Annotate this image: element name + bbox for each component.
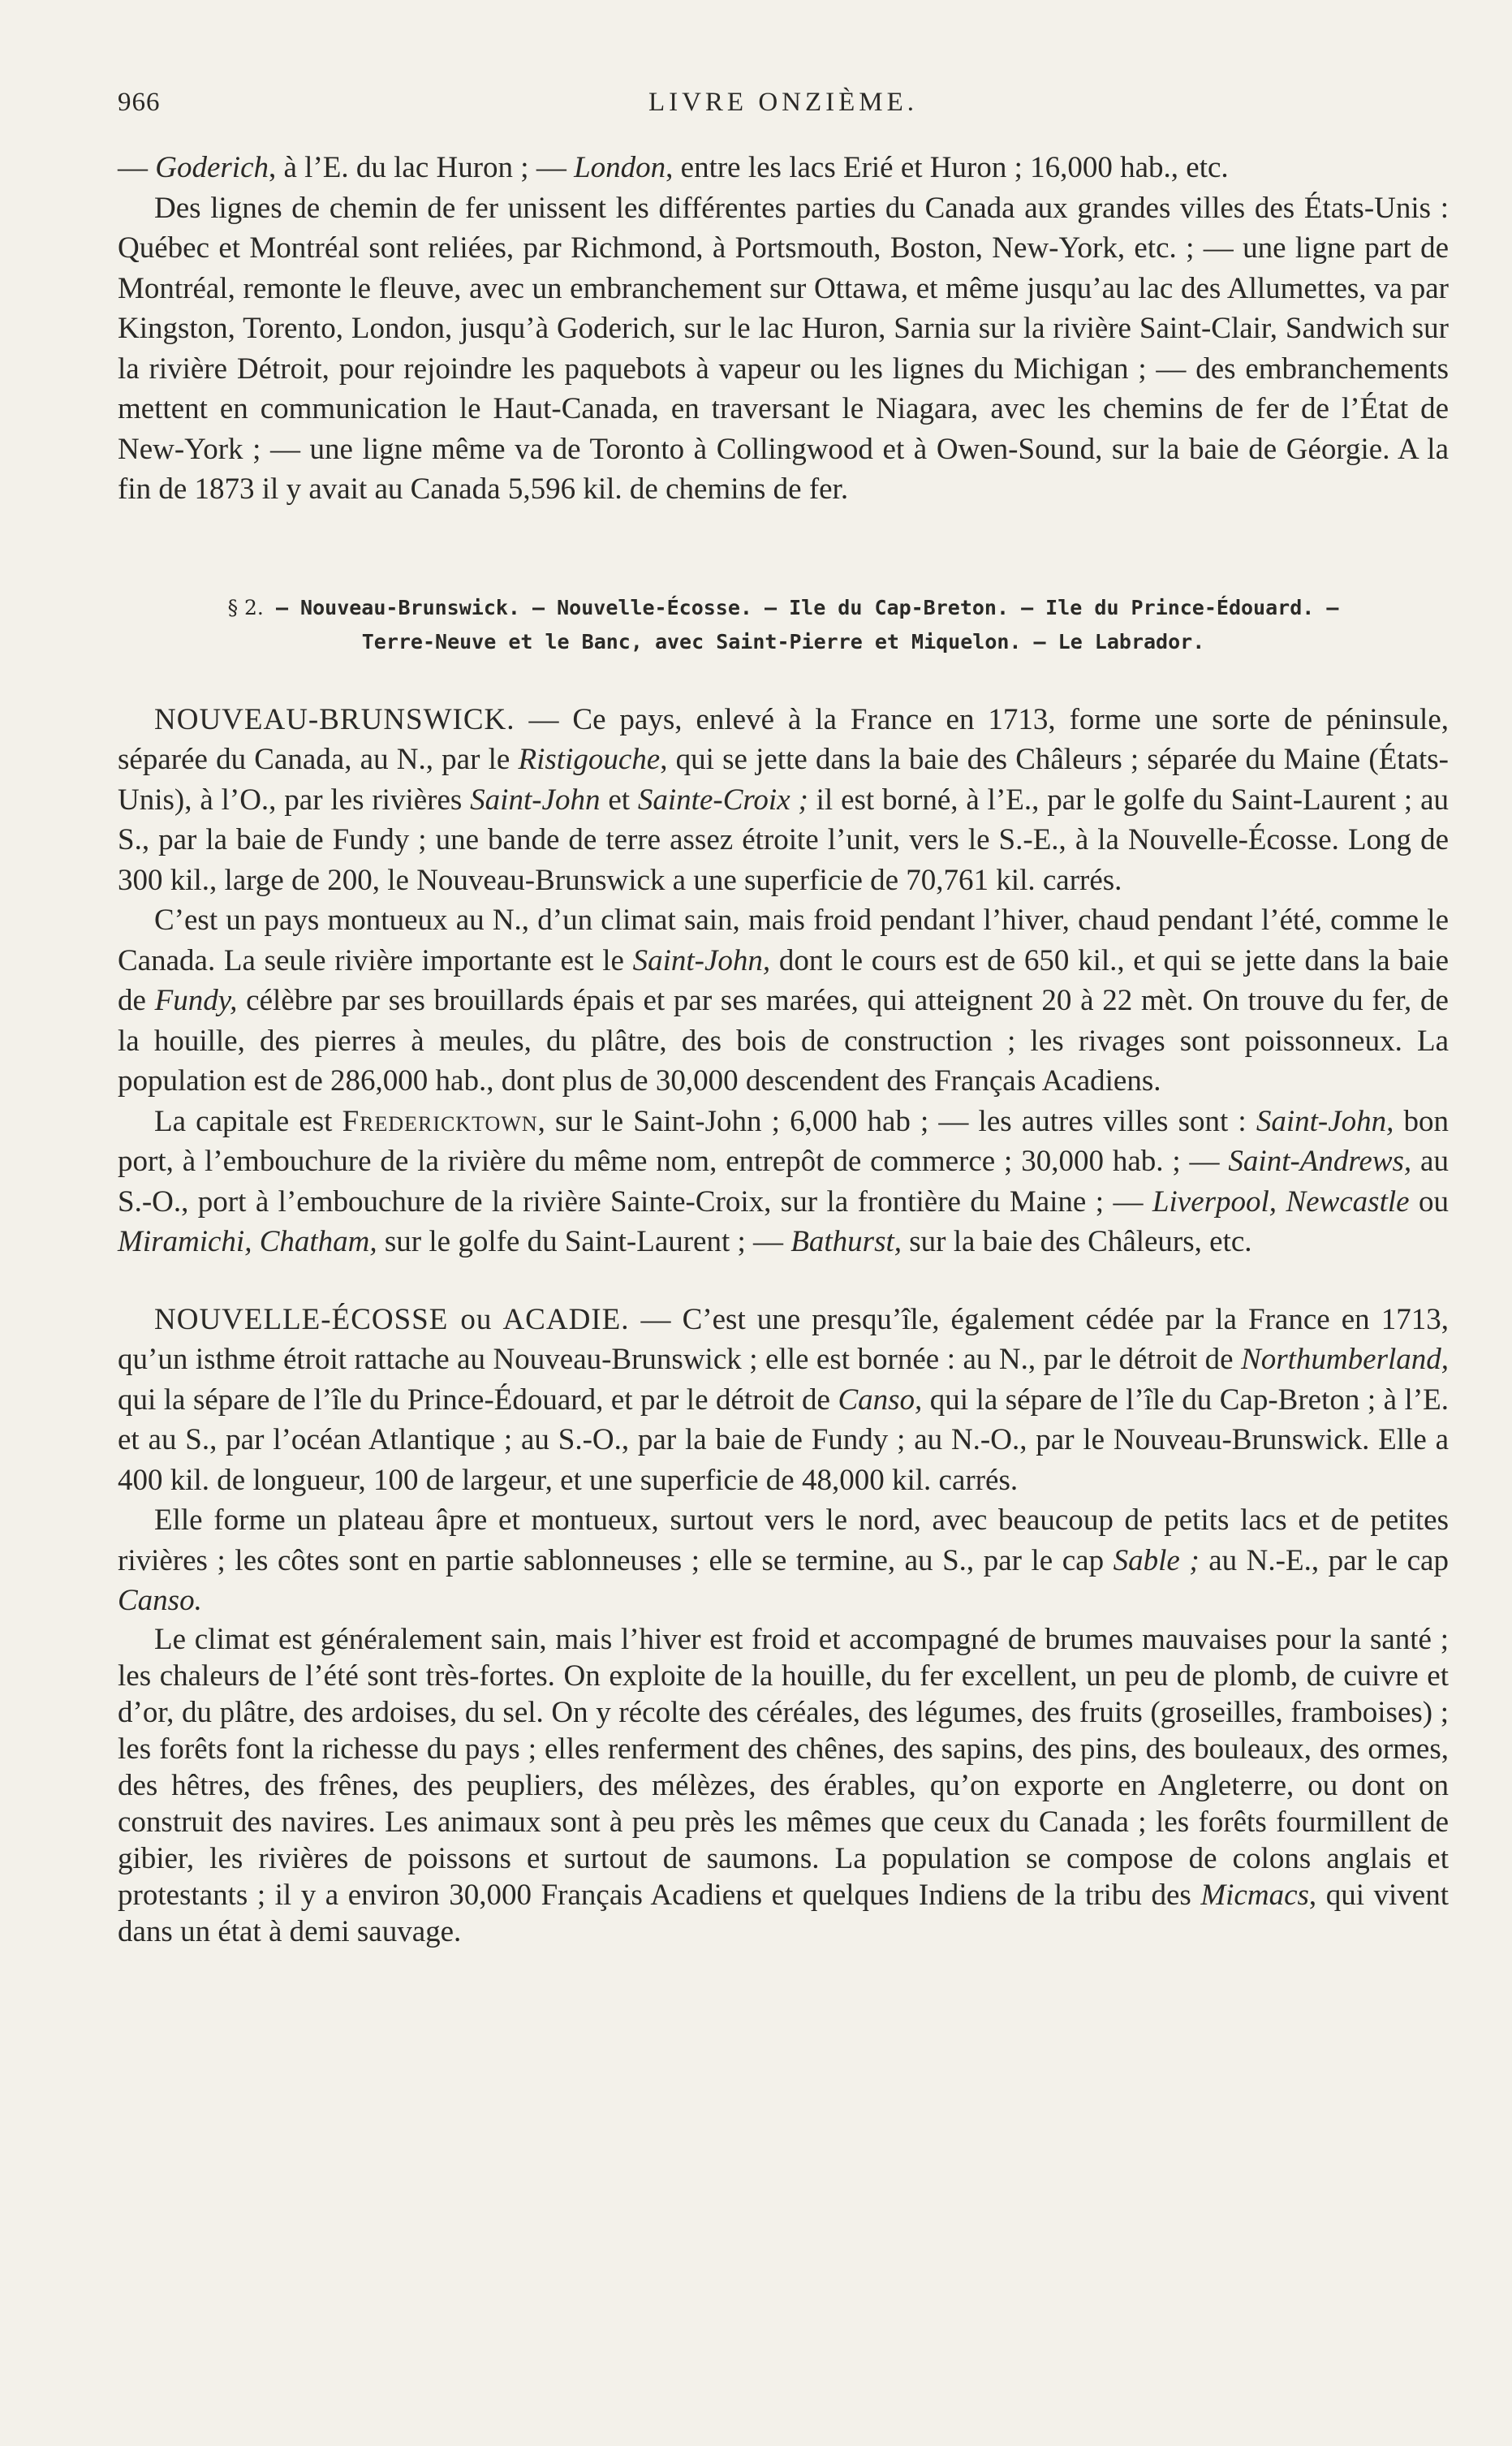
- place-name: Saint-John,: [632, 943, 771, 977]
- text-run: , sur le Saint-John ; 6,000 hab ; — les autres villes sont :: [537, 1104, 1256, 1138]
- topic-heading: NOUVELLE-ÉCOSSE ou ACADIE.: [154, 1302, 630, 1336]
- page-number: 966: [118, 88, 161, 117]
- text-run: sur le golfe du Saint-Laurent ; —: [377, 1225, 791, 1258]
- capital-name: Fredericktown: [342, 1104, 538, 1138]
- nb-paragraph-2: [118, 900, 1449, 1102]
- place-name: Liverpool, Newcastle: [1152, 1184, 1410, 1219]
- intro-continuation: [118, 148, 1449, 188]
- nb-paragraph-1: [118, 700, 1449, 901]
- text-run: C’est un pays montueux au N., d’un climat sain, mais froid pendant l’hiver, chaud pendant l’été, comme le Canada. La seule rivière importante est le: [118, 904, 1449, 977]
- tribe-name: Micmacs: [1200, 1878, 1309, 1912]
- place-name: Ristigouche: [518, 743, 661, 776]
- place-name: London: [574, 151, 666, 184]
- text-run: Elle forme un plateau âpre et montueux, surtout vers le nord, avec beaucoup de petits lacs et de petites rivières ; les côtes sont en partie sablonneuses ; elle se termine, au S., par le cap: [118, 1503, 1449, 1577]
- text-run: ou: [1409, 1184, 1450, 1219]
- place-name: Saint-John: [470, 783, 601, 817]
- place-name: Canso,: [838, 1383, 923, 1417]
- place-name: Northumberland,: [1241, 1343, 1449, 1376]
- text-run: qui la sépare de l’île du Cap-Breton ; à l’E. et au S., par l’océan Atlantique ; au S.-O., par la baie de Fundy ; au N.-O., par le Nouveau-Brunswick. Elle a 400 kil. de longueur, 100 de largeur, et une superficie de 48,000 kil. carrés.: [118, 1383, 1449, 1497]
- ne-paragraph-2: [118, 1500, 1449, 1621]
- text-run: , entre les lacs Erié et Huron ; 16,000 hab., etc.: [666, 151, 1229, 184]
- place-name: Canso.: [118, 1584, 202, 1617]
- section-number: § 2.: [227, 595, 264, 619]
- text-run: sur la baie des Châleurs, etc.: [902, 1225, 1252, 1258]
- place-name: Sainte-Croix ;: [637, 783, 808, 817]
- text-run: Le climat est généralement sain, mais l’hiver est froid et accompagné de brumes mauvaises pour la santé ; les chaleurs de l’été sont très-fortes. On exploite de la houille, du fer excellent, un peu de plomb, de cuivre et d’or, du plâtre, des ardoises, du sel. On y récolte des céréales, des légumes, des fruits (groseilles, framboises) ; les forêts font la richesse du pays ; elles renferment des chênes, des sapins, des pins, des bouleaux, des ormes, des hêtres, des frênes, des peupliers, des mélèzes, des érables, qu’on exporte en Angleterre, ou dont on construit des navires. Les animaux sont à peu près les mêmes que ceux du Canada ; les forêts fourmillent de gibier, les rivières de poissons et surtout de saumons. La population se compose de colons anglais et protestants ; il y a environ 30,000 Français Acadiens et quelques Indiens de la tribu des: [118, 1622, 1449, 1912]
- railway-paragraph: Des lignes de chemin de fer unissent les différentes parties du Canada aux grandes villes des États-Unis : Québec et Montréal sont reliées, par Richmond, à Portsmouth, Boston, New-York, etc. ; — une ligne part de Montréal, remonte le fleuve, avec un embranchement sur Ottawa, et même jusqu’au lac des Allumettes, va par Kingston, Torento, London, jusqu’à Goderich, sur le lac Huron, Sarnia sur la rivière Saint-Clair, Sandwich sur la rivière Détroit, pour rejoindre les paquebots à vapeur ou les lignes du Michigan ; — des embranchements mettent en communication le Haut-Canada, en traversant le Niagara, avec les chemins de fer de l’État de New-York ; — une ligne même va de Toronto à Collingwood et à Owen-Sound, sur la baie de Géorgie. A la fin de 1873 il y avait au Canada 5,596 kil. de chemins de fer.: [118, 191, 1449, 506]
- text-run: — C’est une presqu’île, également cédée par la France en 1713, qu’un isthme étroit rattache au Nouveau-Brunswick ; elle est bornée : au N., par le détroit de: [118, 1302, 1449, 1376]
- section-heading: [118, 591, 1449, 659]
- text-run: , qui se jette dans la baie des Châleurs ; séparée du Maine (États-Unis), à l’O., par les rivières: [118, 743, 1449, 817]
- text-run: et: [600, 783, 638, 817]
- text-run: il est borné, à l’E., par le golfe du Saint-Laurent ; au S., par la baie de Fundy ; une bande de terre assez étroite l’unit, vers le S.-E., à la Nouvelle-Écosse. Long de 300 kil., large de 200, le Nouveau-Brunswick a une superficie de 70,761 kil. carrés.: [118, 783, 1449, 897]
- section-heading-line-2: Terre-Neuve et le Banc, avec Saint-Pierre et Miquelon. — Le Labrador.: [361, 629, 1205, 654]
- place-name: Goderich: [155, 151, 269, 184]
- body-text: [118, 148, 1449, 1950]
- text-run: La capitale est: [154, 1104, 342, 1138]
- topic-heading: NOUVEAU-BRUNSWICK.: [154, 702, 515, 736]
- ne-paragraph-1: [118, 1300, 1449, 1501]
- text-run: , qui vivent dans un état à demi sauvage.: [118, 1878, 1449, 1948]
- nb-paragraph-3: [118, 1102, 1449, 1262]
- text-run: dont le cours est de 650 kil., et qui se jette dans la baie de: [118, 943, 1449, 1017]
- place-name: Miramichi, Chatham,: [118, 1225, 377, 1258]
- place-name: Fundy,: [154, 984, 238, 1017]
- place-name: Bathurst,: [790, 1225, 902, 1258]
- place-name: Saint-Andrews,: [1228, 1145, 1412, 1178]
- place-name: Sable ;: [1113, 1543, 1200, 1577]
- text-run: — Ce pays, enlevé à la France en 1713, forme une sorte de péninsule, séparée du Canada, au N., par le: [118, 702, 1449, 776]
- running-title: LIVRE ONZIÈME.: [648, 88, 919, 117]
- section-heading-text: — Nouveau-Brunswick. — Nouvelle-Écosse. — Ile du Cap-Breton. — Ile du Prince-Édouard. —: [275, 595, 1339, 619]
- text-run: au S.-O., port à l’embouchure de la rivière Sainte-Croix, sur la frontière du Maine ; —: [118, 1145, 1449, 1219]
- text-run: au N.-E., par le cap: [1199, 1543, 1449, 1577]
- text-run: célèbre par ses brouillards épais et par ses marées, qui atteignent 20 à 22 mèt. On trouve du fer, de la houille, des pierres à meules, du plâtre, des bois de construction ; les rivages sont poissonneux. La population est de 286,000 hab., dont plus de 30,000 descendent des Français Acadiens.: [118, 984, 1449, 1098]
- ne-paragraph-3: [118, 1621, 1449, 1950]
- section-heading-line-1: [118, 591, 1449, 625]
- page-header: [118, 88, 1449, 136]
- text-run: bon port, à l’embouchure de la rivière du même nom, entrepôt de commerce ; 30,000 hab. ; —: [118, 1104, 1450, 1178]
- place-name: Saint-John,: [1256, 1104, 1394, 1138]
- text-run: , à l’E. du lac Huron ; —: [269, 151, 575, 184]
- text-run: —: [118, 151, 156, 184]
- text-run: qui la sépare de l’île du Prince-Édouard, et par le détroit de: [118, 1383, 838, 1417]
